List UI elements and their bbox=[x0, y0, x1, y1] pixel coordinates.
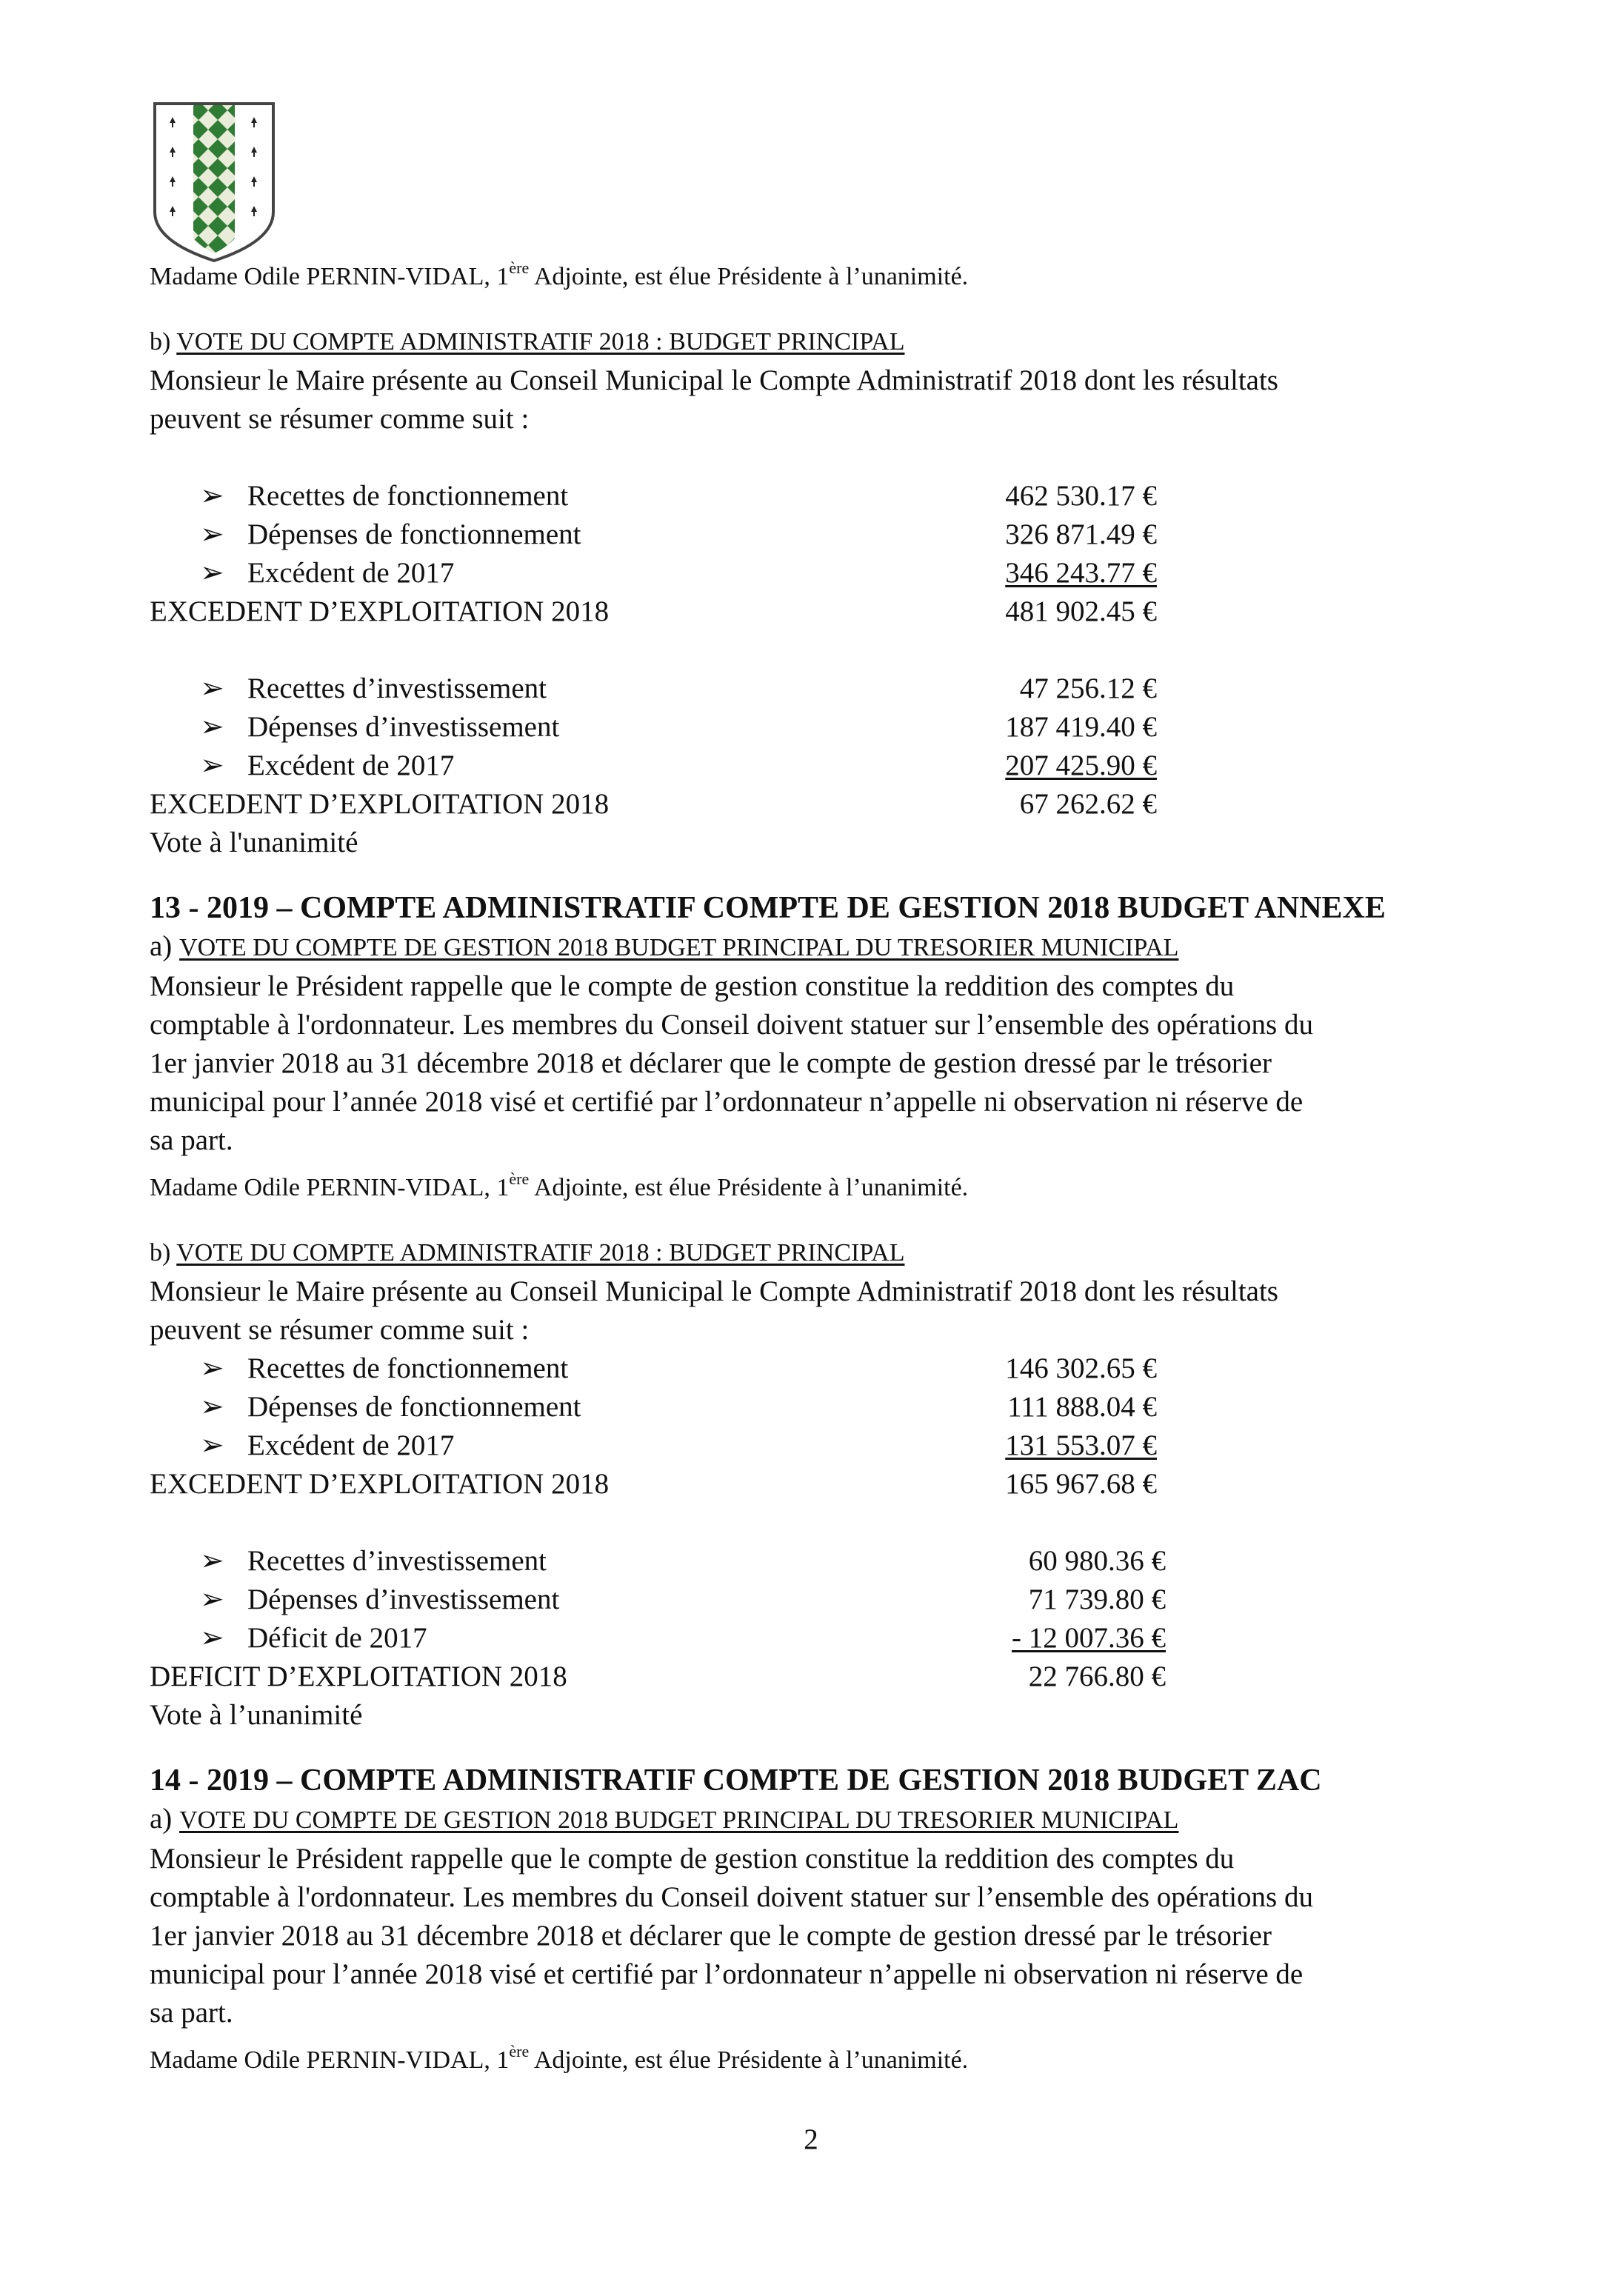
budget-row: ➢ Recettes d’investissement 60 980.36 € bbox=[150, 1542, 1505, 1581]
vote-result: Vote à l’unanimité bbox=[150, 1699, 363, 1731]
paragraph-line: comptable à l'ordonnateur. Les membres du Conseil doivent statuer sur l’ensemble des opérations du bbox=[150, 1881, 1313, 1913]
paragraph-line: Monsieur le Président rappelle que le compte de gestion constitue la reddition des comptes du bbox=[150, 1843, 1235, 1875]
subsection-title: a) VOTE DU COMPTE DE GESTION 2018 BUDGET PRINCIPAL DU TRESORIER MUNICIPAL bbox=[150, 930, 1179, 962]
budget-row: ➢ Dépenses de fonctionnement 326 871.49 € bbox=[150, 515, 1505, 554]
budget-total-row: EXCEDENT D’EXPLOITATION 2018 165 967.68 € bbox=[150, 1468, 1157, 1500]
page-number: 2 bbox=[804, 2123, 818, 2155]
paragraph-line: municipal pour l’année 2018 visé et certifié par l’ordonnateur n’appelle ni observation ni réserve de bbox=[150, 1086, 1304, 1118]
subsection-title: b) VOTE DU COMPTE ADMINISTRATIF 2018 : BUDGET PRINCIPAL bbox=[150, 1239, 905, 1267]
budget-row: ➢ Excédent de 2017 346 243.77 € bbox=[150, 554, 1505, 593]
paragraph-line: Monsieur le Maire présente au Conseil Municipal le Compte Administratif 2018 dont les résultats bbox=[150, 1275, 1278, 1307]
arrow-bullet-icon: ➢ bbox=[200, 673, 224, 704]
budget-row: ➢ Dépenses de fonctionnement 111 888.04 € bbox=[150, 1388, 1505, 1426]
paragraph-line: Monsieur le Maire présente au Conseil Municipal le Compte Administratif 2018 dont les résultats bbox=[150, 364, 1278, 396]
arrow-bullet-icon: ➢ bbox=[200, 557, 224, 589]
arrow-bullet-icon: ➢ bbox=[200, 1391, 224, 1423]
arrow-bullet-icon: ➢ bbox=[200, 1545, 224, 1577]
paragraph-line: 1er janvier 2018 au 31 décembre 2018 et déclarer que le compte de gestion dressé par le trésorier bbox=[150, 1047, 1272, 1079]
budget-total-row: EXCEDENT D’EXPLOITATION 2018 67 262.62 € bbox=[150, 788, 1157, 820]
paragraph-line: municipal pour l’année 2018 visé et certifié par l’ordonnateur n’appelle ni observation ni réserve de bbox=[150, 1958, 1304, 1990]
paragraph-line: sa part. bbox=[150, 1997, 233, 2029]
section-heading: 13 - 2019 – COMPTE ADMINISTRATIF COMPTE DE GESTION 2018 BUDGET ANNEXE bbox=[150, 891, 1386, 925]
paragraph-line: sa part. bbox=[150, 1124, 233, 1156]
paragraph-line: comptable à l'ordonnateur. Les membres du Conseil doivent statuer sur l’ensemble des opérations du bbox=[150, 1009, 1313, 1041]
arrow-bullet-icon: ➢ bbox=[200, 1429, 224, 1461]
vote-result: Vote à l'unanimité bbox=[150, 827, 358, 858]
document-body bbox=[150, 249, 1505, 2080]
budget-row: ➢ Excédent de 2017 207 425.90 € bbox=[150, 747, 1505, 785]
budget-row: ➢ Excédent de 2017 131 553.07 € bbox=[150, 1426, 1505, 1465]
budget-total-row: EXCEDENT D’EXPLOITATION 2018 481 902.45 € bbox=[150, 595, 1157, 627]
paragraph-line: 1er janvier 2018 au 31 décembre 2018 et déclarer que le compte de gestion dressé par le trésorier bbox=[150, 1920, 1272, 1952]
subsection-title: a) VOTE DU COMPTE DE GESTION 2018 BUDGET PRINCIPAL DU TRESORIER MUNICIPAL bbox=[150, 1803, 1179, 1835]
arrow-bullet-icon: ➢ bbox=[200, 750, 224, 781]
section-heading: 14 - 2019 – COMPTE ADMINISTRATIF COMPTE DE GESTION 2018 BUDGET ZAC bbox=[150, 1763, 1322, 1798]
arrow-bullet-icon: ➢ bbox=[200, 1622, 224, 1654]
paragraph-line: Monsieur le Président rappelle que le compte de gestion constitue la reddition des comptes du bbox=[150, 970, 1235, 1002]
budget-row: ➢ Dépenses d’investissement 187 419.40 € bbox=[150, 708, 1505, 747]
budget-row: ➢ Recettes d’investissement 47 256.12 € bbox=[150, 670, 1505, 708]
budget-total-row: DEFICIT D’EXPLOITATION 2018 22 766.80 € bbox=[150, 1661, 1166, 1692]
arrow-bullet-icon: ➢ bbox=[200, 1583, 224, 1615]
president-election-line: Madame Odile PERNIN-VIDAL, 1ère Adjointe, est élue Présidente à l’unanimité. bbox=[150, 2042, 969, 2074]
subsection-title: b) VOTE DU COMPTE ADMINISTRATIF 2018 : BUDGET PRINCIPAL bbox=[150, 328, 905, 356]
coat-of-arms-logo bbox=[150, 101, 278, 264]
budget-row: ➢ Recettes de fonctionnement 146 302.65 € bbox=[150, 1349, 1505, 1388]
president-election-line: Madame Odile PERNIN-VIDAL, 1ère Adjointe, est élue Présidente à l’unanimité. bbox=[150, 258, 969, 290]
arrow-bullet-icon: ➢ bbox=[200, 1352, 224, 1384]
arrow-bullet-icon: ➢ bbox=[200, 480, 224, 512]
paragraph-line: peuvent se résumer comme suit : bbox=[150, 403, 530, 435]
budget-row: ➢ Déficit de 2017 - 12 007.36 € bbox=[150, 1619, 1505, 1658]
arrow-bullet-icon: ➢ bbox=[200, 711, 224, 743]
budget-row: ➢ Dépenses d’investissement 71 739.80 € bbox=[150, 1581, 1505, 1619]
president-election-line: Madame Odile PERNIN-VIDAL, 1ère Adjointe, est élue Présidente à l’unanimité. bbox=[150, 1169, 969, 1201]
budget-row: ➢ Recettes de fonctionnement 462 530.17 € bbox=[150, 477, 1505, 515]
arrow-bullet-icon: ➢ bbox=[200, 518, 224, 550]
paragraph-line: peuvent se résumer comme suit : bbox=[150, 1314, 530, 1346]
